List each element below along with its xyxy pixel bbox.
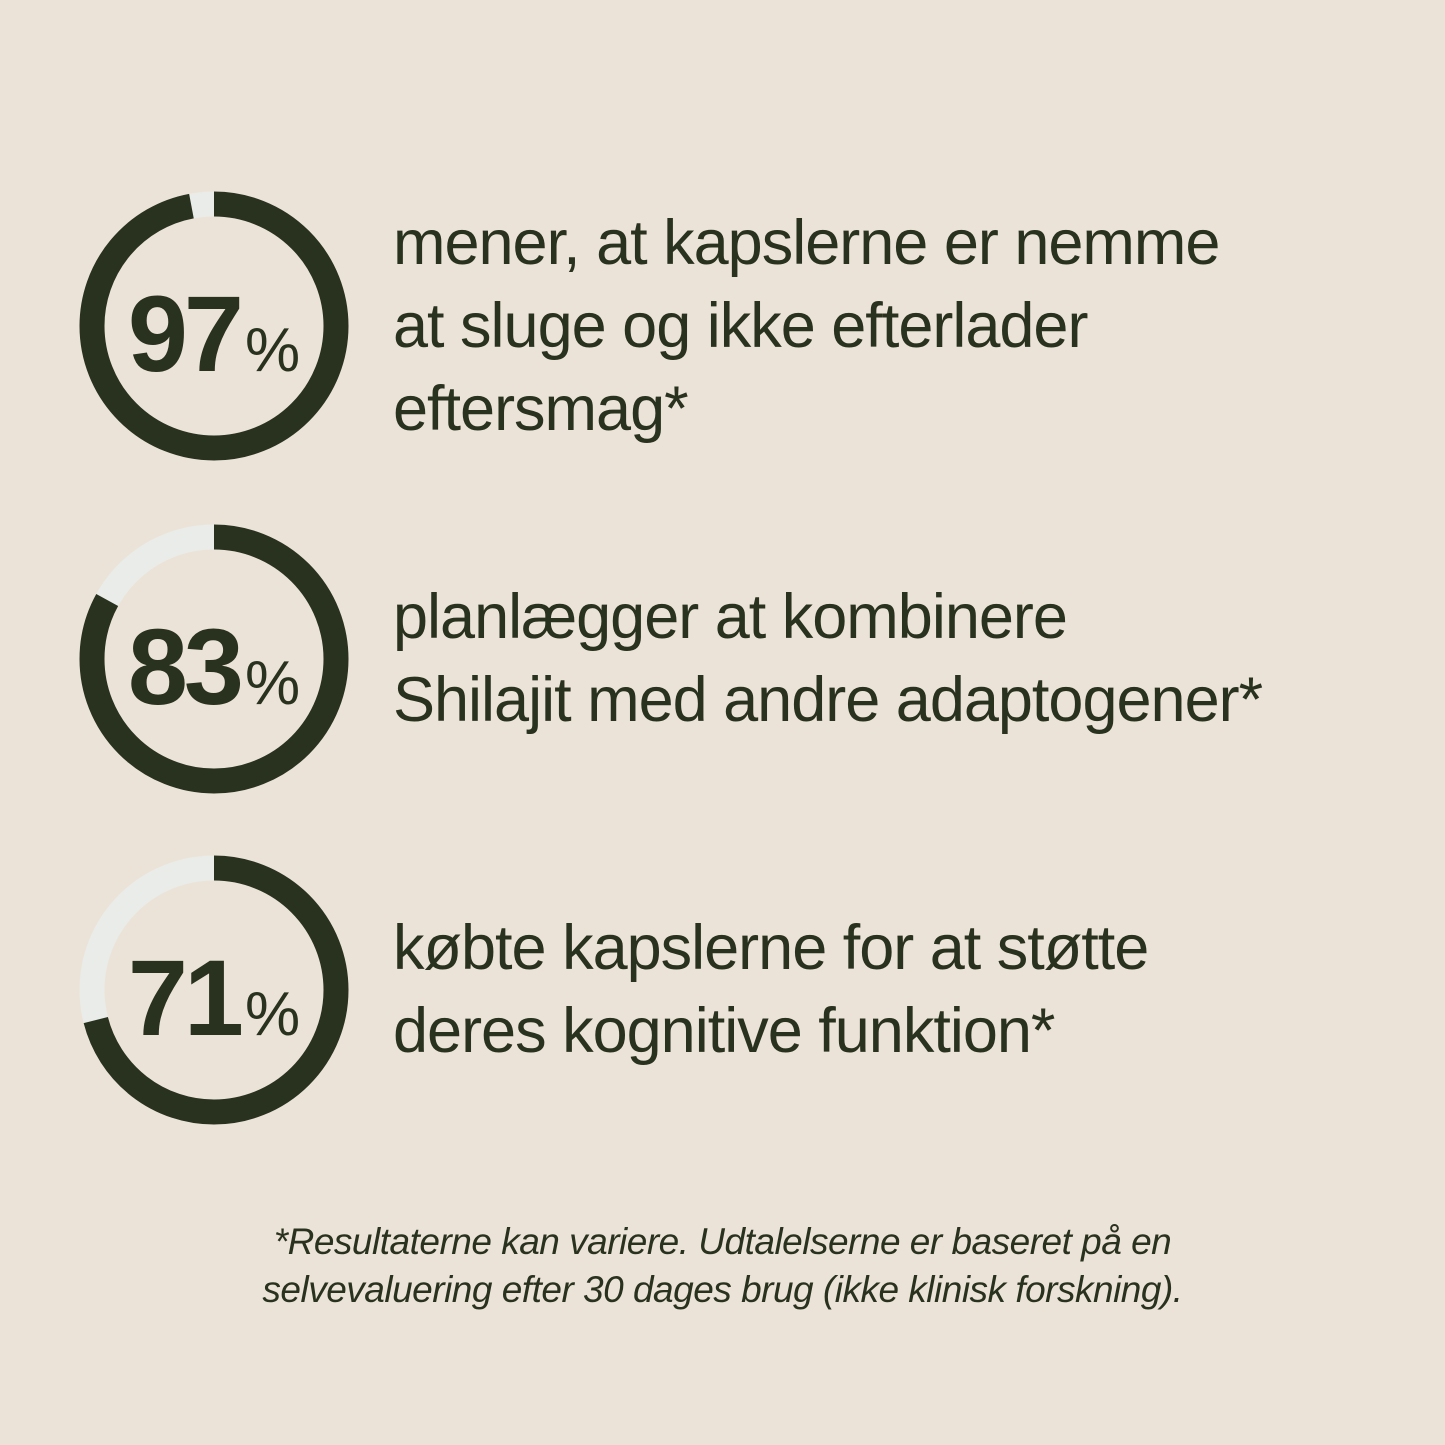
stat-number: 71 (127, 936, 240, 1058)
donut-center-label (79, 524, 349, 794)
stat-description-line: købte kapslerne for at støtte (393, 913, 1149, 983)
footnote-line: *Resultaterne kan variere. Udtalelserne er baseret på en (273, 1221, 1172, 1262)
stat-description (393, 907, 1148, 1073)
donut-center-label (79, 191, 349, 461)
stat-description (393, 576, 1262, 742)
donut-chart-83 (79, 524, 349, 794)
stat-value (128, 271, 300, 396)
stat-number: 83 (127, 605, 240, 727)
donut-center-label (79, 855, 349, 1125)
stat-description (393, 202, 1219, 451)
stat-description-line: eftersmag* (393, 373, 688, 444)
donut-chart-71 (79, 855, 349, 1125)
stat-row-83 (79, 524, 1262, 794)
percent-sign: % (245, 979, 301, 1049)
stat-number: 97 (127, 272, 240, 394)
donut-chart-97 (79, 191, 349, 461)
stat-value (128, 935, 300, 1060)
stat-description-line: Shilajit med andre adaptogener* (393, 665, 1263, 735)
stat-value (128, 604, 300, 729)
stat-description-line: deres kognitive funktion* (393, 996, 1055, 1066)
stat-description-line: at sluge og ikke efterlader (393, 290, 1088, 361)
stat-row-71 (79, 855, 1148, 1125)
percent-sign: % (245, 315, 301, 385)
stat-row-97 (79, 191, 1219, 461)
stat-description-line: planlægger at kombinere (393, 582, 1067, 652)
stat-description-line: mener, at kapslerne er nemme (393, 207, 1220, 278)
percent-sign: % (245, 648, 301, 718)
footnote-line: selvevaluering efter 30 dages brug (ikke klinisk forskning). (262, 1269, 1183, 1310)
footnote (0, 1218, 1445, 1314)
